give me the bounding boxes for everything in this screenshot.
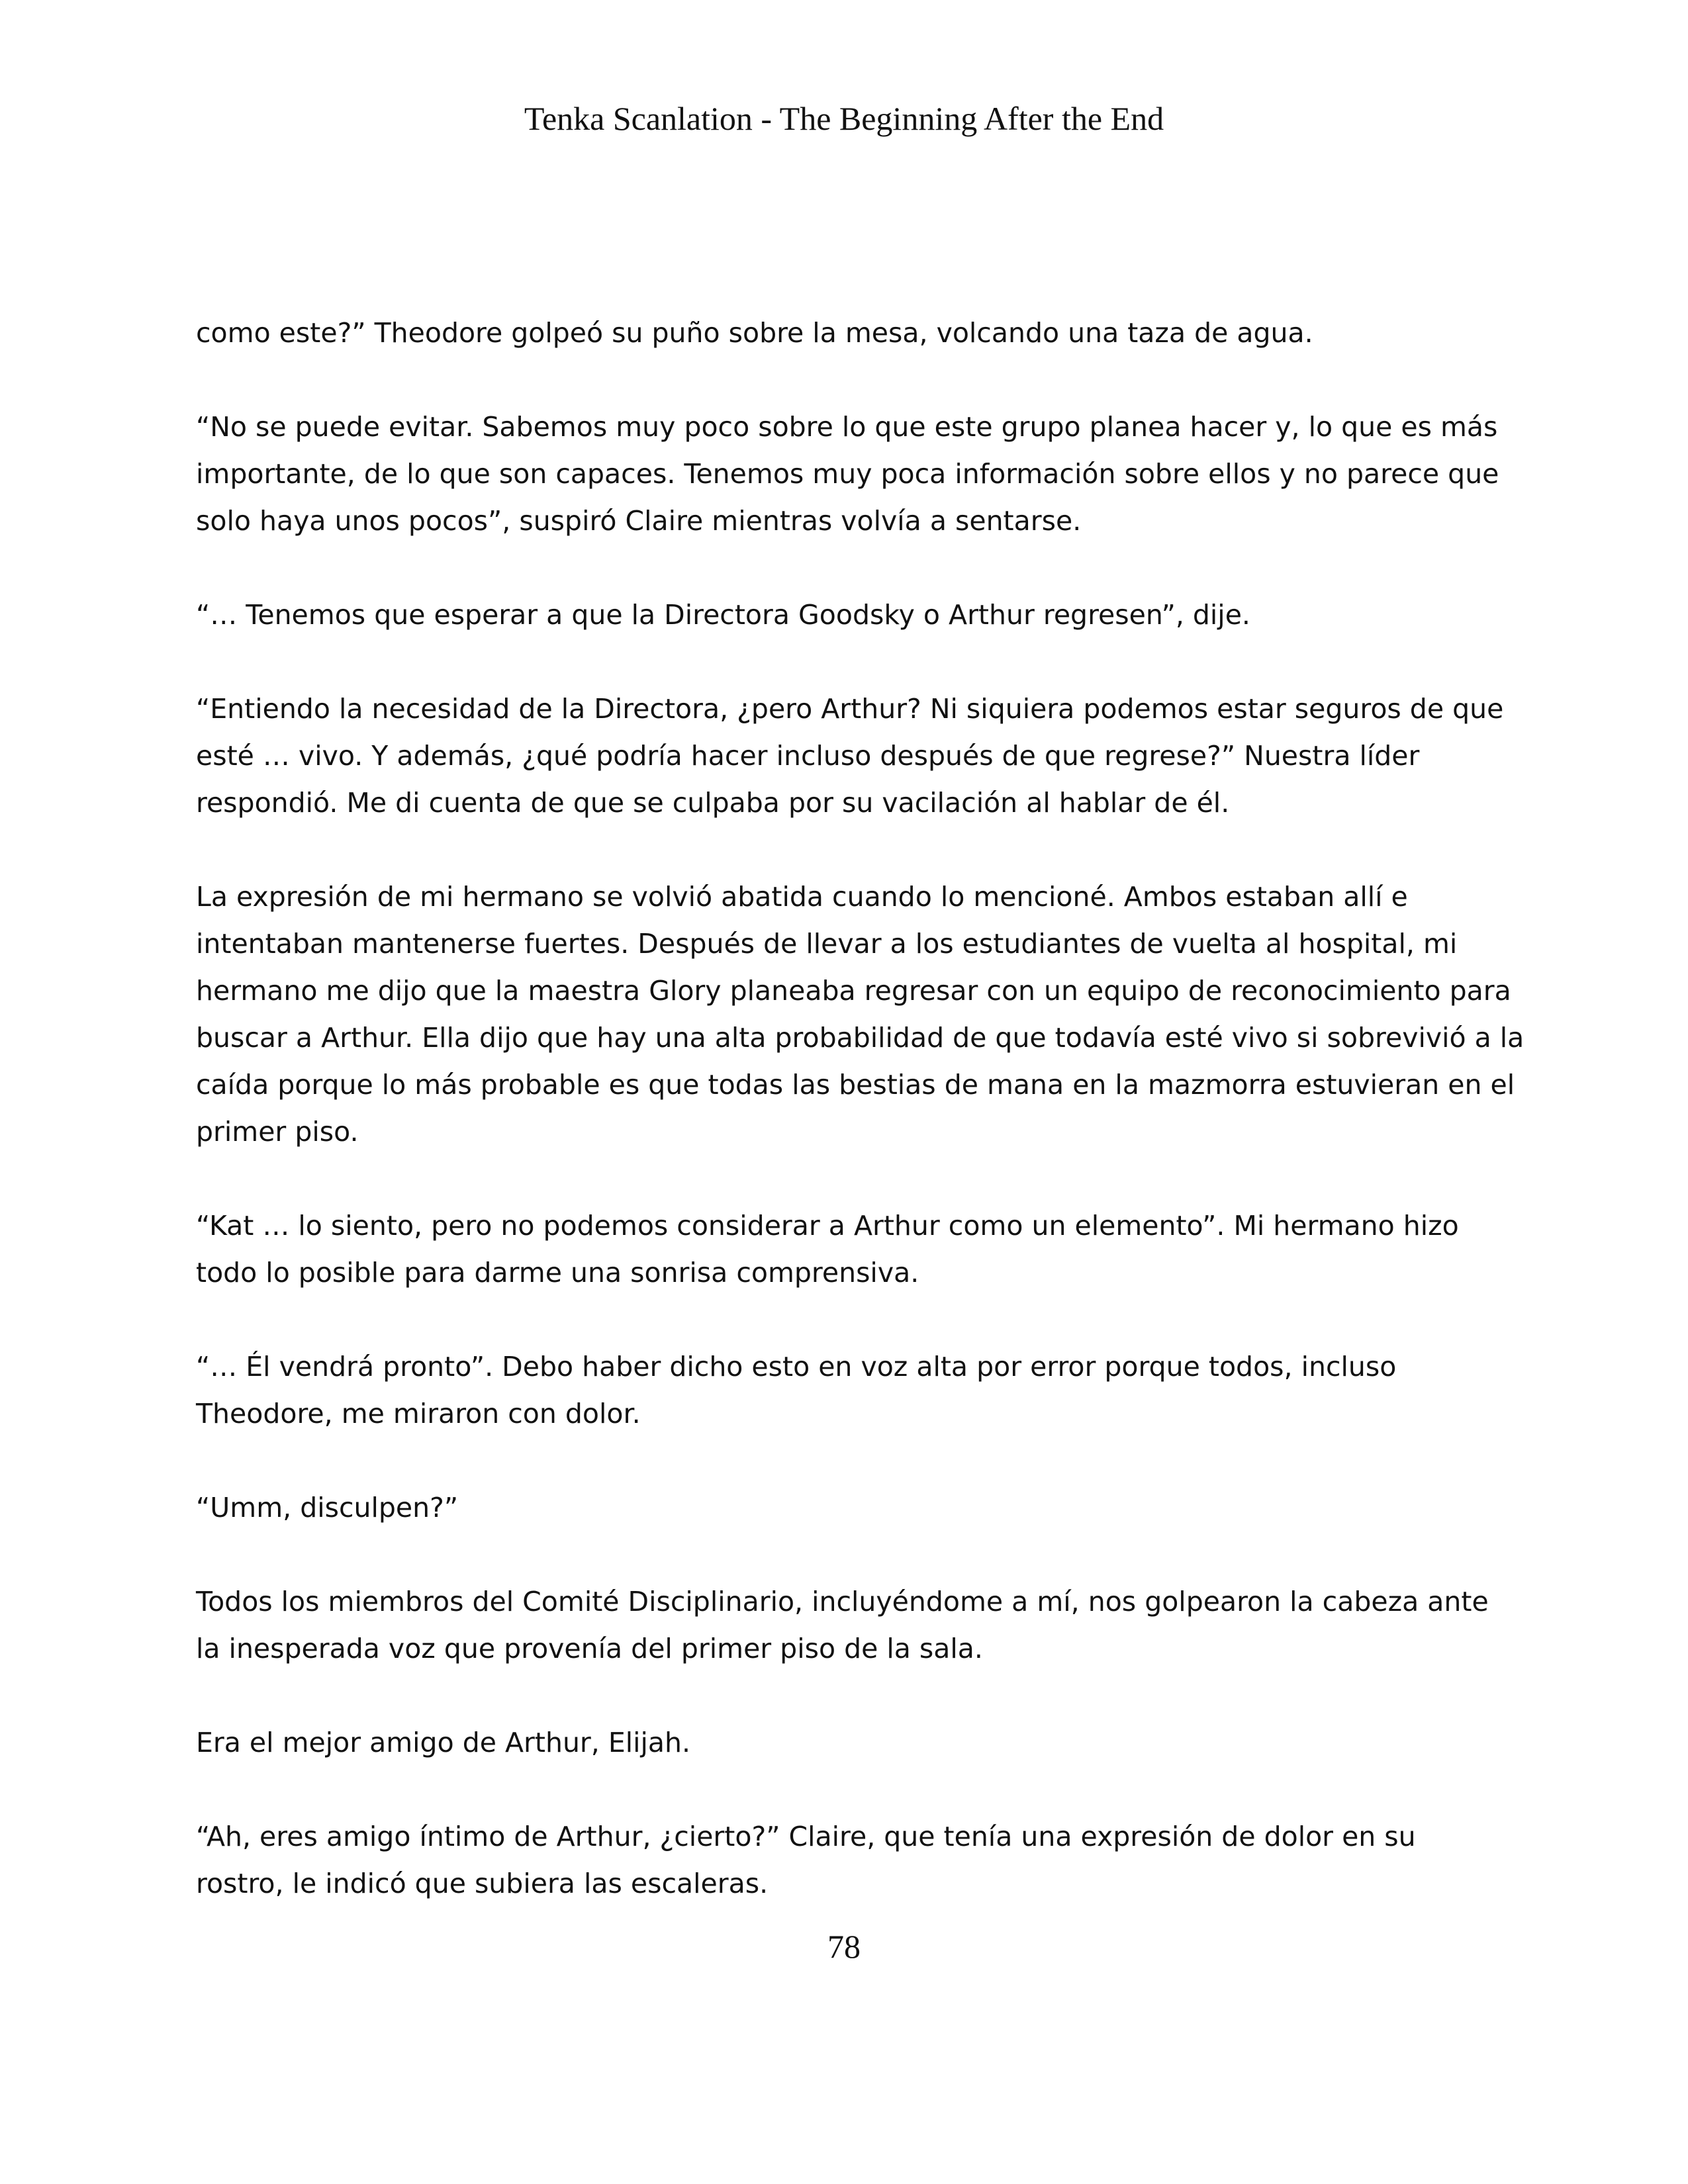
paragraph	[196, 1203, 1513, 1297]
text-line: “… Él vendrá pronto”. Debo haber dicho esto en voz alta por error porque todos, incluso	[196, 1351, 1397, 1383]
text-line: Theodore, me miraron con dolor.	[196, 1398, 641, 1430]
page-header-title: Tenka Scanlation - The Beginning After the End	[524, 100, 1164, 137]
paragraph	[196, 1813, 1513, 1907]
text-line: importante, de lo que son capaces. Tenemos muy poca información sobre ellos y no parece que	[196, 458, 1499, 490]
text-line: solo haya unos pocos”, suspiró Claire mientras volvía a sentarse.	[196, 505, 1082, 537]
text-line: La expresión de mi hermano se volvió abatida cuando lo mencioné. Ambos estaban allí e	[196, 881, 1408, 913]
text-line: “Kat … lo siento, pero no podemos considerar a Arthur como un elemento”. Mi hermano hizo	[196, 1210, 1459, 1242]
text-line: “No se puede evitar. Sabemos muy poco sobre lo que este grupo planea hacer y, lo que es más	[196, 411, 1498, 443]
text-line: primer piso.	[196, 1116, 359, 1148]
text-line: todo lo posible para darme una sonrisa comprensiva.	[196, 1257, 919, 1289]
text-line: buscar a Arthur. Ella dijo que hay una alta probabilidad de que todavía esté vivo si sobrevivió a la	[196, 1022, 1524, 1054]
text-line: hermano me dijo que la maestra Glory planeaba regresar con un equipo de reconocimiento para	[196, 975, 1511, 1007]
text-line: “Ah, eres amigo íntimo de Arthur, ¿cierto?” Claire, que tenía una expresión de dolor en su	[196, 1821, 1416, 1852]
body-text	[196, 310, 1524, 1954]
page-number: 78	[827, 1928, 861, 1965]
paragraph	[196, 1343, 1513, 1437]
text-line: “Entiendo la necesidad de la Directora, ¿pero Arthur? Ni siquiera podemos estar seguros de que	[196, 693, 1504, 725]
paragraph	[196, 874, 1524, 1156]
text-line: como este?” Theodore golpeó su puño sobre la mesa, volcando una taza de agua.	[196, 317, 1313, 349]
paragraph	[196, 404, 1513, 545]
text-line: respondió. Me di cuenta de que se culpaba por su vacilación al hablar de él.	[196, 787, 1230, 819]
paragraph	[196, 1719, 1513, 1766]
text-line: esté … vivo. Y además, ¿qué podría hacer incluso después de que regrese?” Nuestra líder	[196, 740, 1420, 772]
text-line: caída porque lo más probable es que todas las bestias de mana en la mazmorra estuvieran en el	[196, 1069, 1515, 1101]
paragraph	[196, 686, 1513, 827]
text-line: “Umm, disculpen?”	[196, 1492, 459, 1524]
paragraph	[196, 592, 1513, 639]
paragraph	[196, 1578, 1513, 1672]
text-line: Todos los miembros del Comité Disciplinario, incluyéndome a mí, nos golpearon la cabeza ante	[196, 1586, 1489, 1617]
text-line: Era el mejor amigo de Arthur, Elijah.	[196, 1727, 691, 1758]
text-line: intentaban mantenerse fuertes. Después de llevar a los estudiantes de vuelta al hospital, mi	[196, 928, 1458, 960]
text-line: la inesperada voz que provenía del primer piso de la sala.	[196, 1633, 983, 1664]
paragraph	[196, 310, 1513, 357]
text-line: rostro, le indicó que subiera las escaleras.	[196, 1868, 769, 1899]
text-line: “… Tenemos que esperar a que la Directora Goodsky o Arthur regresen”, dije.	[196, 599, 1250, 631]
paragraph	[196, 1484, 1513, 1531]
